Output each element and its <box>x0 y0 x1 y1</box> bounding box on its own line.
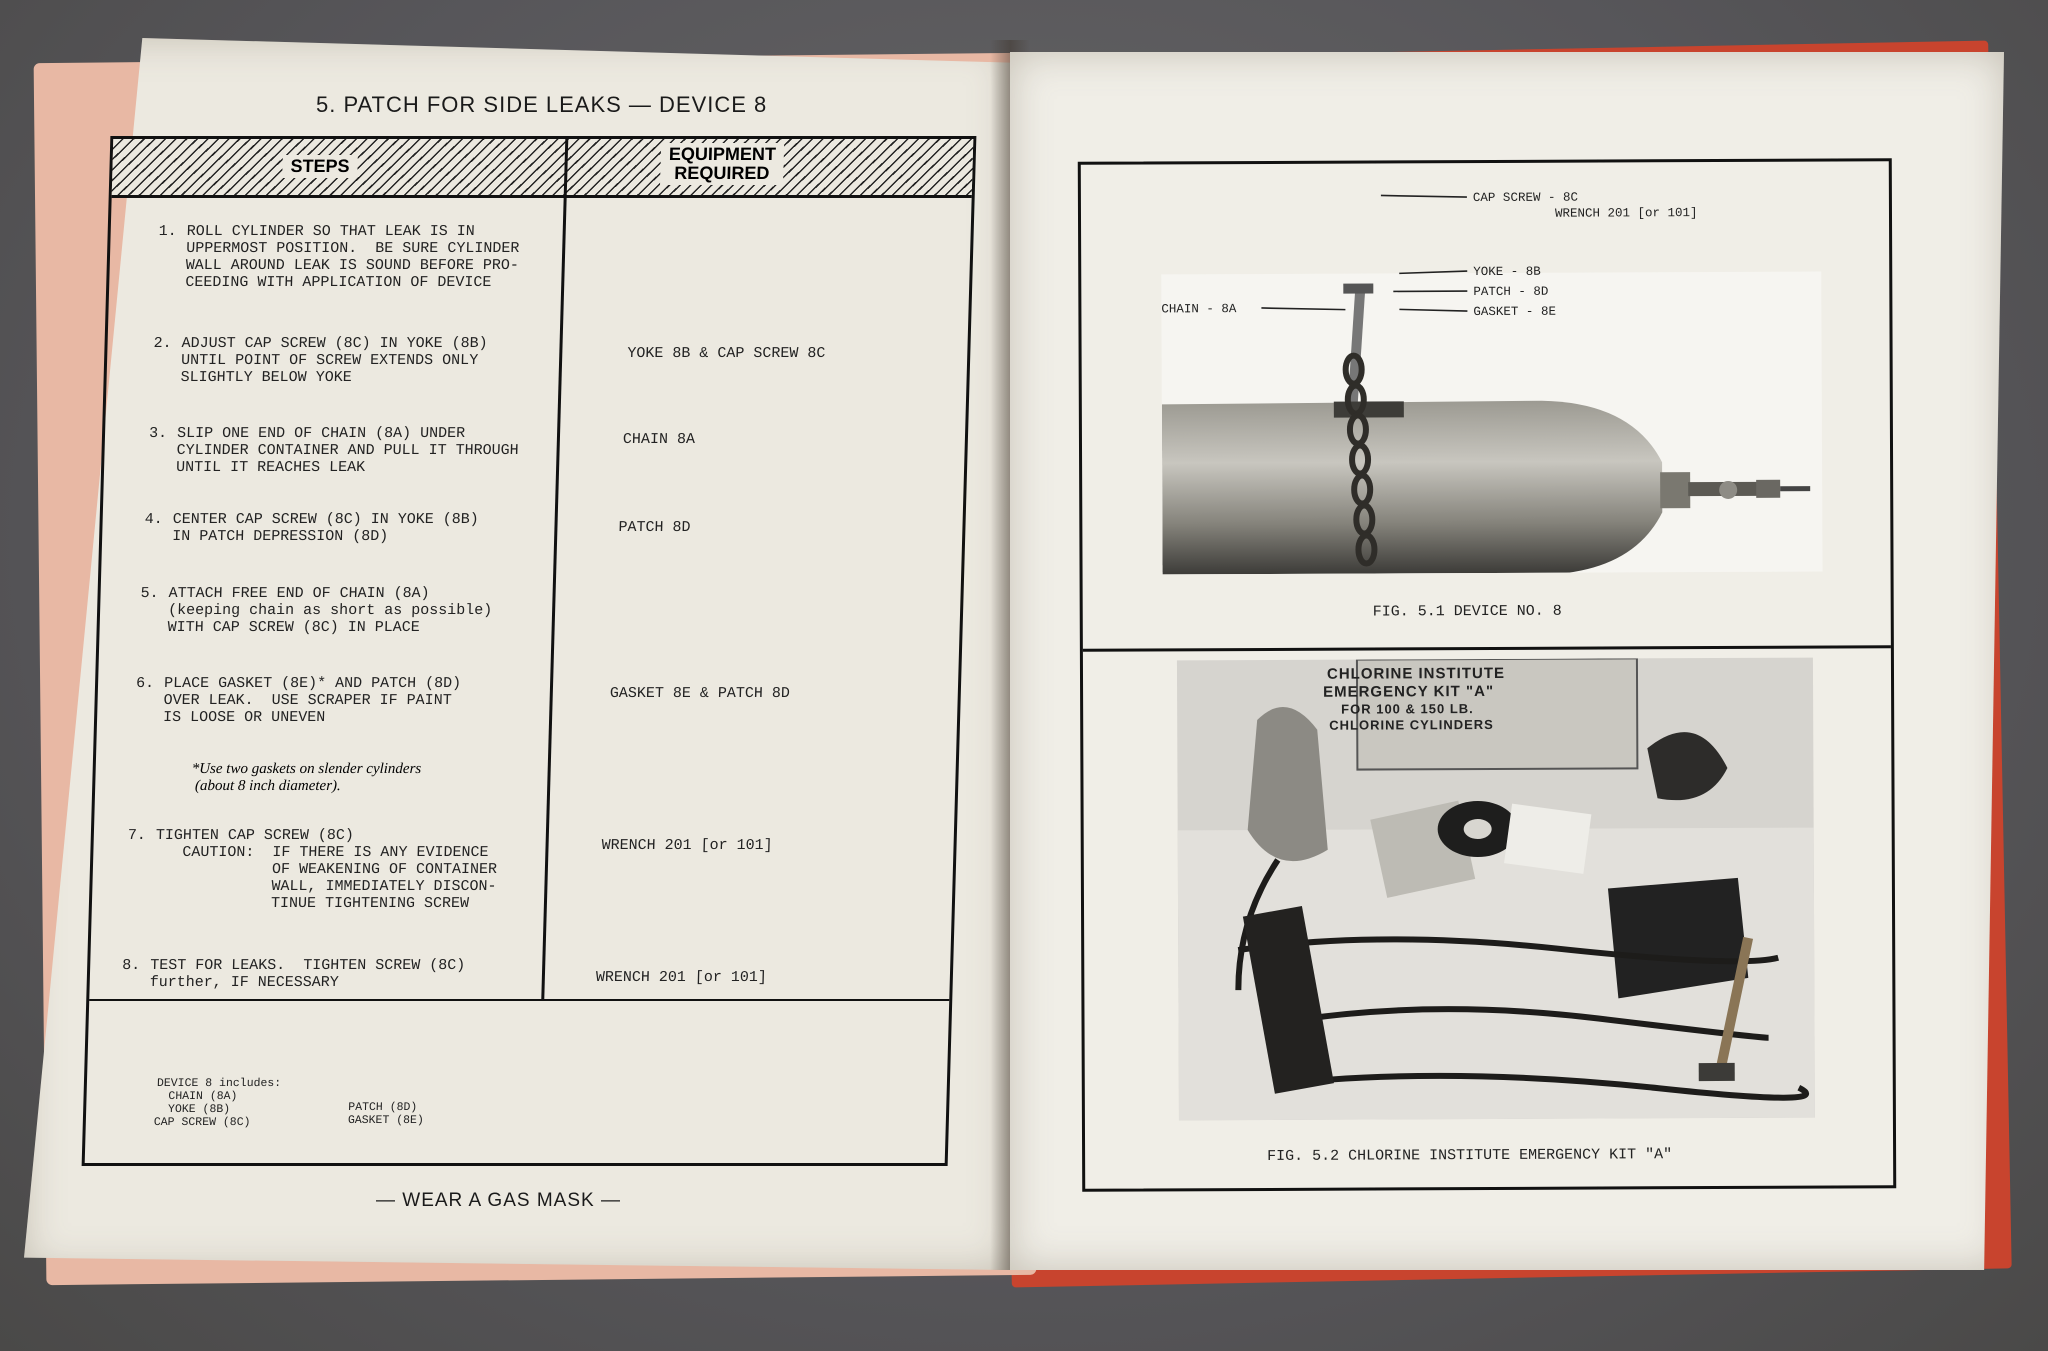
step-equipment: WRENCH 201 [or 101] <box>601 837 773 854</box>
step-number: 5. <box>140 585 159 602</box>
fig-5-1-caption: FIG. 5.1 DEVICE NO. 8 <box>1372 602 1562 621</box>
step-number: 3. <box>148 425 168 442</box>
label-leader-lines <box>1081 161 1896 365</box>
kit-illustration <box>1177 658 1815 1121</box>
steps-table <box>82 136 977 1166</box>
header-equipment-line2: REQUIRED <box>674 163 770 183</box>
step-number: 8. <box>121 957 141 974</box>
emergency-kit-photo <box>1177 658 1815 1121</box>
label-chain: CHAIN - 8A <box>1161 302 1237 317</box>
label-yoke: YOKE - 8B <box>1473 264 1541 280</box>
step-text: SLIP ONE END OF CHAIN (8A) UNDER CYLINDER CONTAINER AND PULL IT THROUGH UNTIL IT REACHES LEAK <box>175 425 519 476</box>
step-text: ADJUST CAP SCREW (8C) IN YOKE (8B) UNTIL POINT OF SCREW EXTENDS ONLY SLIGHTLY BELOW YOKE <box>180 335 488 386</box>
column-divider <box>541 139 568 999</box>
step-text: TEST FOR LEAKS. TIGHTEN SCREW (8C) further, IF NECESSARY <box>149 957 466 991</box>
kit-box-line2: EMERGENCY KIT "A" <box>1323 682 1495 701</box>
kit-box-line4: CHLORINE CYLINDERS <box>1329 716 1494 733</box>
step-equipment: YOKE 8B & CAP SCREW 8C <box>627 345 826 362</box>
page-footer: — WEAR A GAS MASK — <box>376 1190 621 1211</box>
label-gasket: GASKET - 8E <box>1473 304 1556 320</box>
table-footer-rule <box>89 999 949 1001</box>
label-cap-screw: CAP SCREW - 8C <box>1472 190 1578 206</box>
header-equipment <box>660 143 784 185</box>
includes-list-1: CHAIN (8A) YOKE (8B) CAP SCREW (8C) <box>153 1090 251 1129</box>
kit-box-line3: FOR 100 & 150 LB. <box>1341 701 1474 717</box>
step-text: TIGHTEN CAP SCREW (8C) CAUTION: IF THERE IS ANY EVIDENCE OF WEAKENING OF CONTAINER WALL, IMMEDIATELY DISCON- TINUE TIGHTENING SCREW <box>153 827 498 912</box>
header-steps: STEPS <box>282 155 358 178</box>
step-equipment: CHAIN 8A <box>622 431 696 448</box>
step-text: ROLL CYLINDER SO THAT LEAK IS IN UPPERMOST POSITION. BE SURE CYLINDER WALL AROUND LEAK IS SOUND BEFORE PRO- CEEDING WITH APPLICATION OF DEVICE <box>185 223 520 291</box>
includes-list-2: PATCH (8D) GASKET (8E) <box>347 1101 424 1127</box>
label-wrench: WRENCH 201 [or 101] <box>1554 206 1698 221</box>
step-text: ATTACH FREE END OF CHAIN (8A) (keeping chain as short as possible) WITH CAP SCREW (8C) IN PLACE <box>167 585 493 636</box>
step-number: 4. <box>144 511 163 528</box>
step-equipment: GASKET 8E & PATCH 8D <box>609 685 791 702</box>
step-equipment: PATCH 8D <box>618 519 691 536</box>
figure-divider <box>1083 645 1891 652</box>
kit-box-line1: CHLORINE INSTITUTE <box>1326 664 1506 683</box>
step-text: CENTER CAP SCREW (8C) IN YOKE (8B) IN PATCH DEPRESSION (8D) <box>171 511 479 545</box>
step-number: 7. <box>127 827 147 844</box>
header-equipment-line1: EQUIPMENT <box>668 144 777 164</box>
step-number: 1. <box>158 223 177 240</box>
gasket-note: *Use two gaskets on slender cylinders (about 8 inch diameter). <box>191 761 422 794</box>
step-number: 2. <box>153 335 172 352</box>
page-title: 5. PATCH FOR SIDE LEAKS — DEVICE 8 <box>316 92 768 117</box>
label-patch: PATCH - 8D <box>1473 284 1549 300</box>
figure-frame <box>1078 158 1896 1192</box>
includes-heading: DEVICE 8 includes: <box>156 1077 282 1090</box>
table-header <box>112 139 974 198</box>
step-text: PLACE GASKET (8E)* AND PATCH (8D) OVER LEAK. USE SCRAPER IF PAINT IS LOOSE OR UNEVEN <box>162 675 462 726</box>
step-number: 6. <box>135 675 155 692</box>
step-equipment: WRENCH 201 [or 101] <box>595 969 768 986</box>
fig-5-2-caption: FIG. 5.2 CHLORINE INSTITUTE EMERGENCY KIT "A" <box>1267 1146 1673 1165</box>
